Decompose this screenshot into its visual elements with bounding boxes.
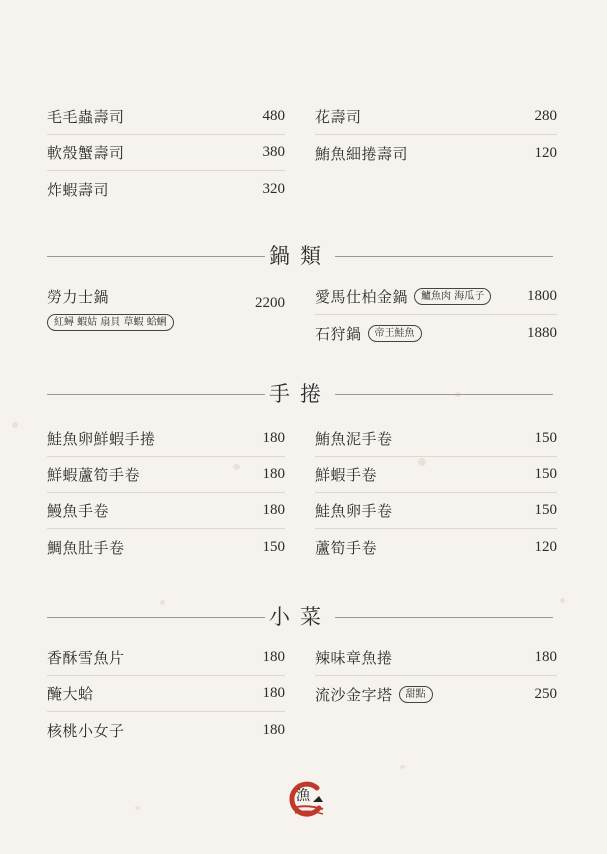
section-header-sides — [47, 602, 553, 632]
item-price: 480 — [262, 108, 285, 124]
item-name: 鰻魚手卷 — [47, 502, 110, 520]
menu-item — [47, 493, 285, 529]
item-price: 380 — [262, 144, 285, 160]
paper-speck — [135, 806, 140, 810]
menu-item — [315, 315, 557, 351]
item-name: 醃大蛤 — [47, 685, 94, 703]
item-price: 120 — [534, 144, 557, 161]
item-name: 軟殼蟹壽司 — [47, 144, 125, 162]
item-name: 鮪魚細捲壽司 — [315, 144, 409, 163]
item-price: 180 — [262, 721, 285, 738]
divider — [335, 394, 553, 395]
menu-item — [47, 529, 285, 565]
restaurant-logo — [283, 778, 327, 822]
item-name: 花壽司 — [315, 108, 362, 126]
menu-item — [47, 712, 285, 748]
section-title: 鍋類 — [269, 244, 331, 268]
section-title: 手捲 — [269, 382, 331, 406]
menu-item — [315, 421, 557, 457]
item-name: 流沙金字塔 — [315, 685, 393, 704]
paper-speck — [12, 422, 18, 428]
item-name: 毛毛蟲壽司 — [47, 108, 125, 126]
menu-item — [47, 171, 285, 207]
item-price: 150 — [534, 502, 557, 518]
item-price: 320 — [262, 180, 285, 197]
menu-item — [47, 640, 285, 676]
item-name: 香酥雪魚片 — [47, 649, 125, 667]
item-price: 180 — [262, 685, 285, 701]
item-price: 180 — [534, 649, 557, 665]
item-name: 鯛魚肚手卷 — [47, 538, 125, 557]
menu-item — [47, 421, 285, 457]
tag-label: 帝王鮭魚 — [368, 325, 422, 342]
item-name: 蘆筍手卷 — [315, 538, 378, 557]
item-price: 280 — [534, 108, 557, 124]
menu-item — [47, 676, 285, 712]
item-name: 炸蝦壽司 — [47, 180, 110, 199]
item-price: 150 — [534, 430, 557, 446]
menu-item — [315, 676, 557, 712]
menu-item — [315, 279, 557, 315]
divider — [335, 617, 553, 618]
item-name: 核桃小女子 — [47, 721, 125, 740]
paper-speck — [560, 598, 565, 603]
item-price: 150 — [534, 466, 557, 482]
item-price: 180 — [262, 466, 285, 482]
menu-item — [315, 457, 557, 493]
item-price: 120 — [534, 538, 557, 555]
section-header-hotpot — [47, 241, 553, 271]
paper-speck — [400, 765, 405, 769]
item-price: 250 — [534, 685, 557, 702]
item-price: 180 — [262, 649, 285, 665]
menu-item — [315, 99, 557, 135]
item-price: 150 — [262, 538, 285, 555]
item-name: 鮮蝦蘆筍手卷 — [47, 466, 141, 484]
item-price: 1880 — [527, 324, 557, 341]
item-name: 鮮蝦手卷 — [315, 466, 378, 484]
menu-item — [47, 284, 285, 334]
tag-label: 甜點 — [399, 686, 433, 703]
menu-item — [47, 99, 285, 135]
item-name: 辣味章魚捲 — [315, 649, 393, 667]
menu-item — [47, 135, 285, 171]
item-price: 2200 — [255, 295, 285, 311]
ingredients-tag — [41, 310, 174, 331]
tag-label: 紅蟳 蝦姑 扇貝 草蝦 蛤蜊 — [47, 314, 174, 331]
tag-label: 鱸魚肉 海瓜子 — [414, 288, 491, 305]
item-name: 鮭魚卵鮮蝦手捲 — [47, 430, 156, 448]
item-name: 愛馬仕柏金鍋 — [315, 288, 409, 306]
item-price: 1800 — [527, 288, 557, 304]
menu-item — [315, 640, 557, 676]
item-name: 勞力士鍋 — [47, 288, 110, 306]
item-name: 鮪魚泥手卷 — [315, 430, 393, 448]
menu-item — [315, 493, 557, 529]
logo-mark-icon — [283, 778, 327, 822]
logo-text: 漁 — [296, 788, 310, 804]
divider — [335, 256, 553, 257]
item-price: 180 — [262, 502, 285, 518]
menu-item — [47, 457, 285, 493]
menu-item — [315, 135, 557, 171]
item-price: 180 — [262, 430, 285, 446]
menu-item — [315, 529, 557, 565]
section-header-handroll — [47, 379, 553, 409]
section-title: 小菜 — [269, 605, 331, 629]
item-name: 鮭魚卵手卷 — [315, 502, 393, 520]
item-name: 石狩鍋 — [315, 324, 362, 343]
